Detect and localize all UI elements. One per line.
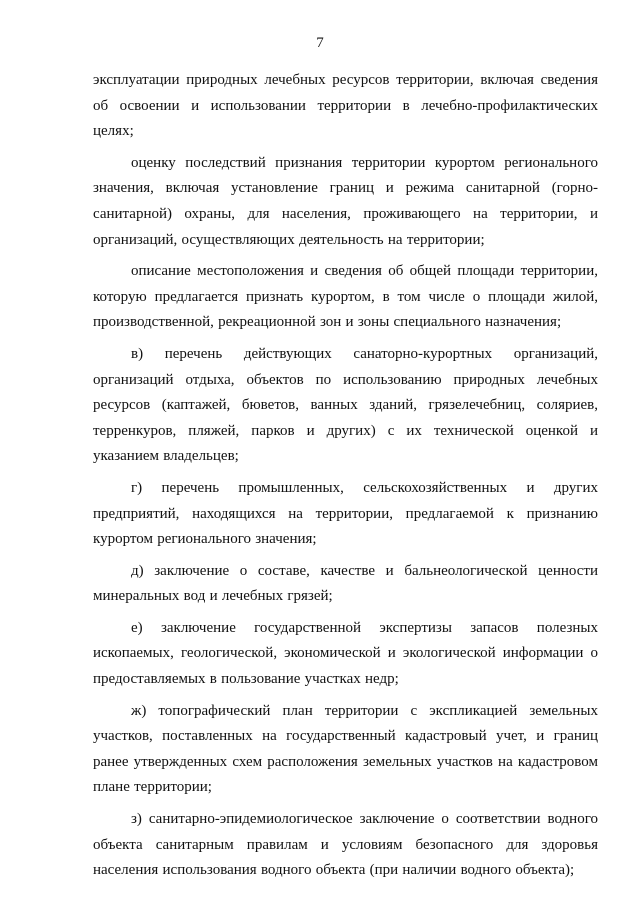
paragraph-item-g: г) перечень промышленных, сельскохозяйственных и других предприятий, находящихся на территории, предлагаемой к признанию курортом регионального значения; [93, 479, 598, 548]
paragraph-item-zh: ж) топографический план территории с экспликацией земельных участков, поставленных на государственный кадастровый учет, и границ ранее утвержденных схем расположения земельных участков на кадастровом плане территории; [93, 702, 598, 796]
paragraph-assessment: оценку последствий признания территории курортом регионального значения, включая установление границ и режима санитарной (горно-санитарной) охраны, для населения, проживающего на территории, и организаций, осуществляющих деятельность на территории; [93, 154, 598, 248]
paragraph-item-z: з) санитарно-эпидемиологическое заключение о соответствии водного объекта санитарным правилам и условиям безопасного для здоровья населения использования водного объекта (при наличии водного объекта); [93, 811, 598, 879]
paragraph-continuation: эксплуатации природных лечебных ресурсов территории, включая сведения об освоении и использовании территории в лечебно-профилактических целях; [93, 72, 598, 140]
document-body [93, 68, 598, 884]
paragraph-item-v: в) перечень действующих санаторно-курортных организаций, организаций отдыха, объектов по использованию природных лечебных ресурсов (каптажей, бюветов, ванных зданий, грязелечебниц, соляриев, терренкуров, пляжей, парков и других) с их технической оценкой и указанием владельцев; [93, 345, 598, 465]
paragraph-location: описание местоположения и сведения об общей площади территории, которую предлагается признать курортом, в том числе о площади жилой, производственной, рекреационной зон и зоны специального назначения; [93, 263, 598, 331]
paragraph-item-d: д) заключение о составе, качестве и бальнеологической ценности минеральных вод и лечебных грязей; [93, 562, 598, 605]
paragraph-item-e: е) заключение государственной экспертизы запасов полезных ископаемых, геологической, экономической и экологической информации о предоставляемых в пользование участках недр; [93, 619, 598, 688]
page-number: 7 [316, 35, 324, 51]
